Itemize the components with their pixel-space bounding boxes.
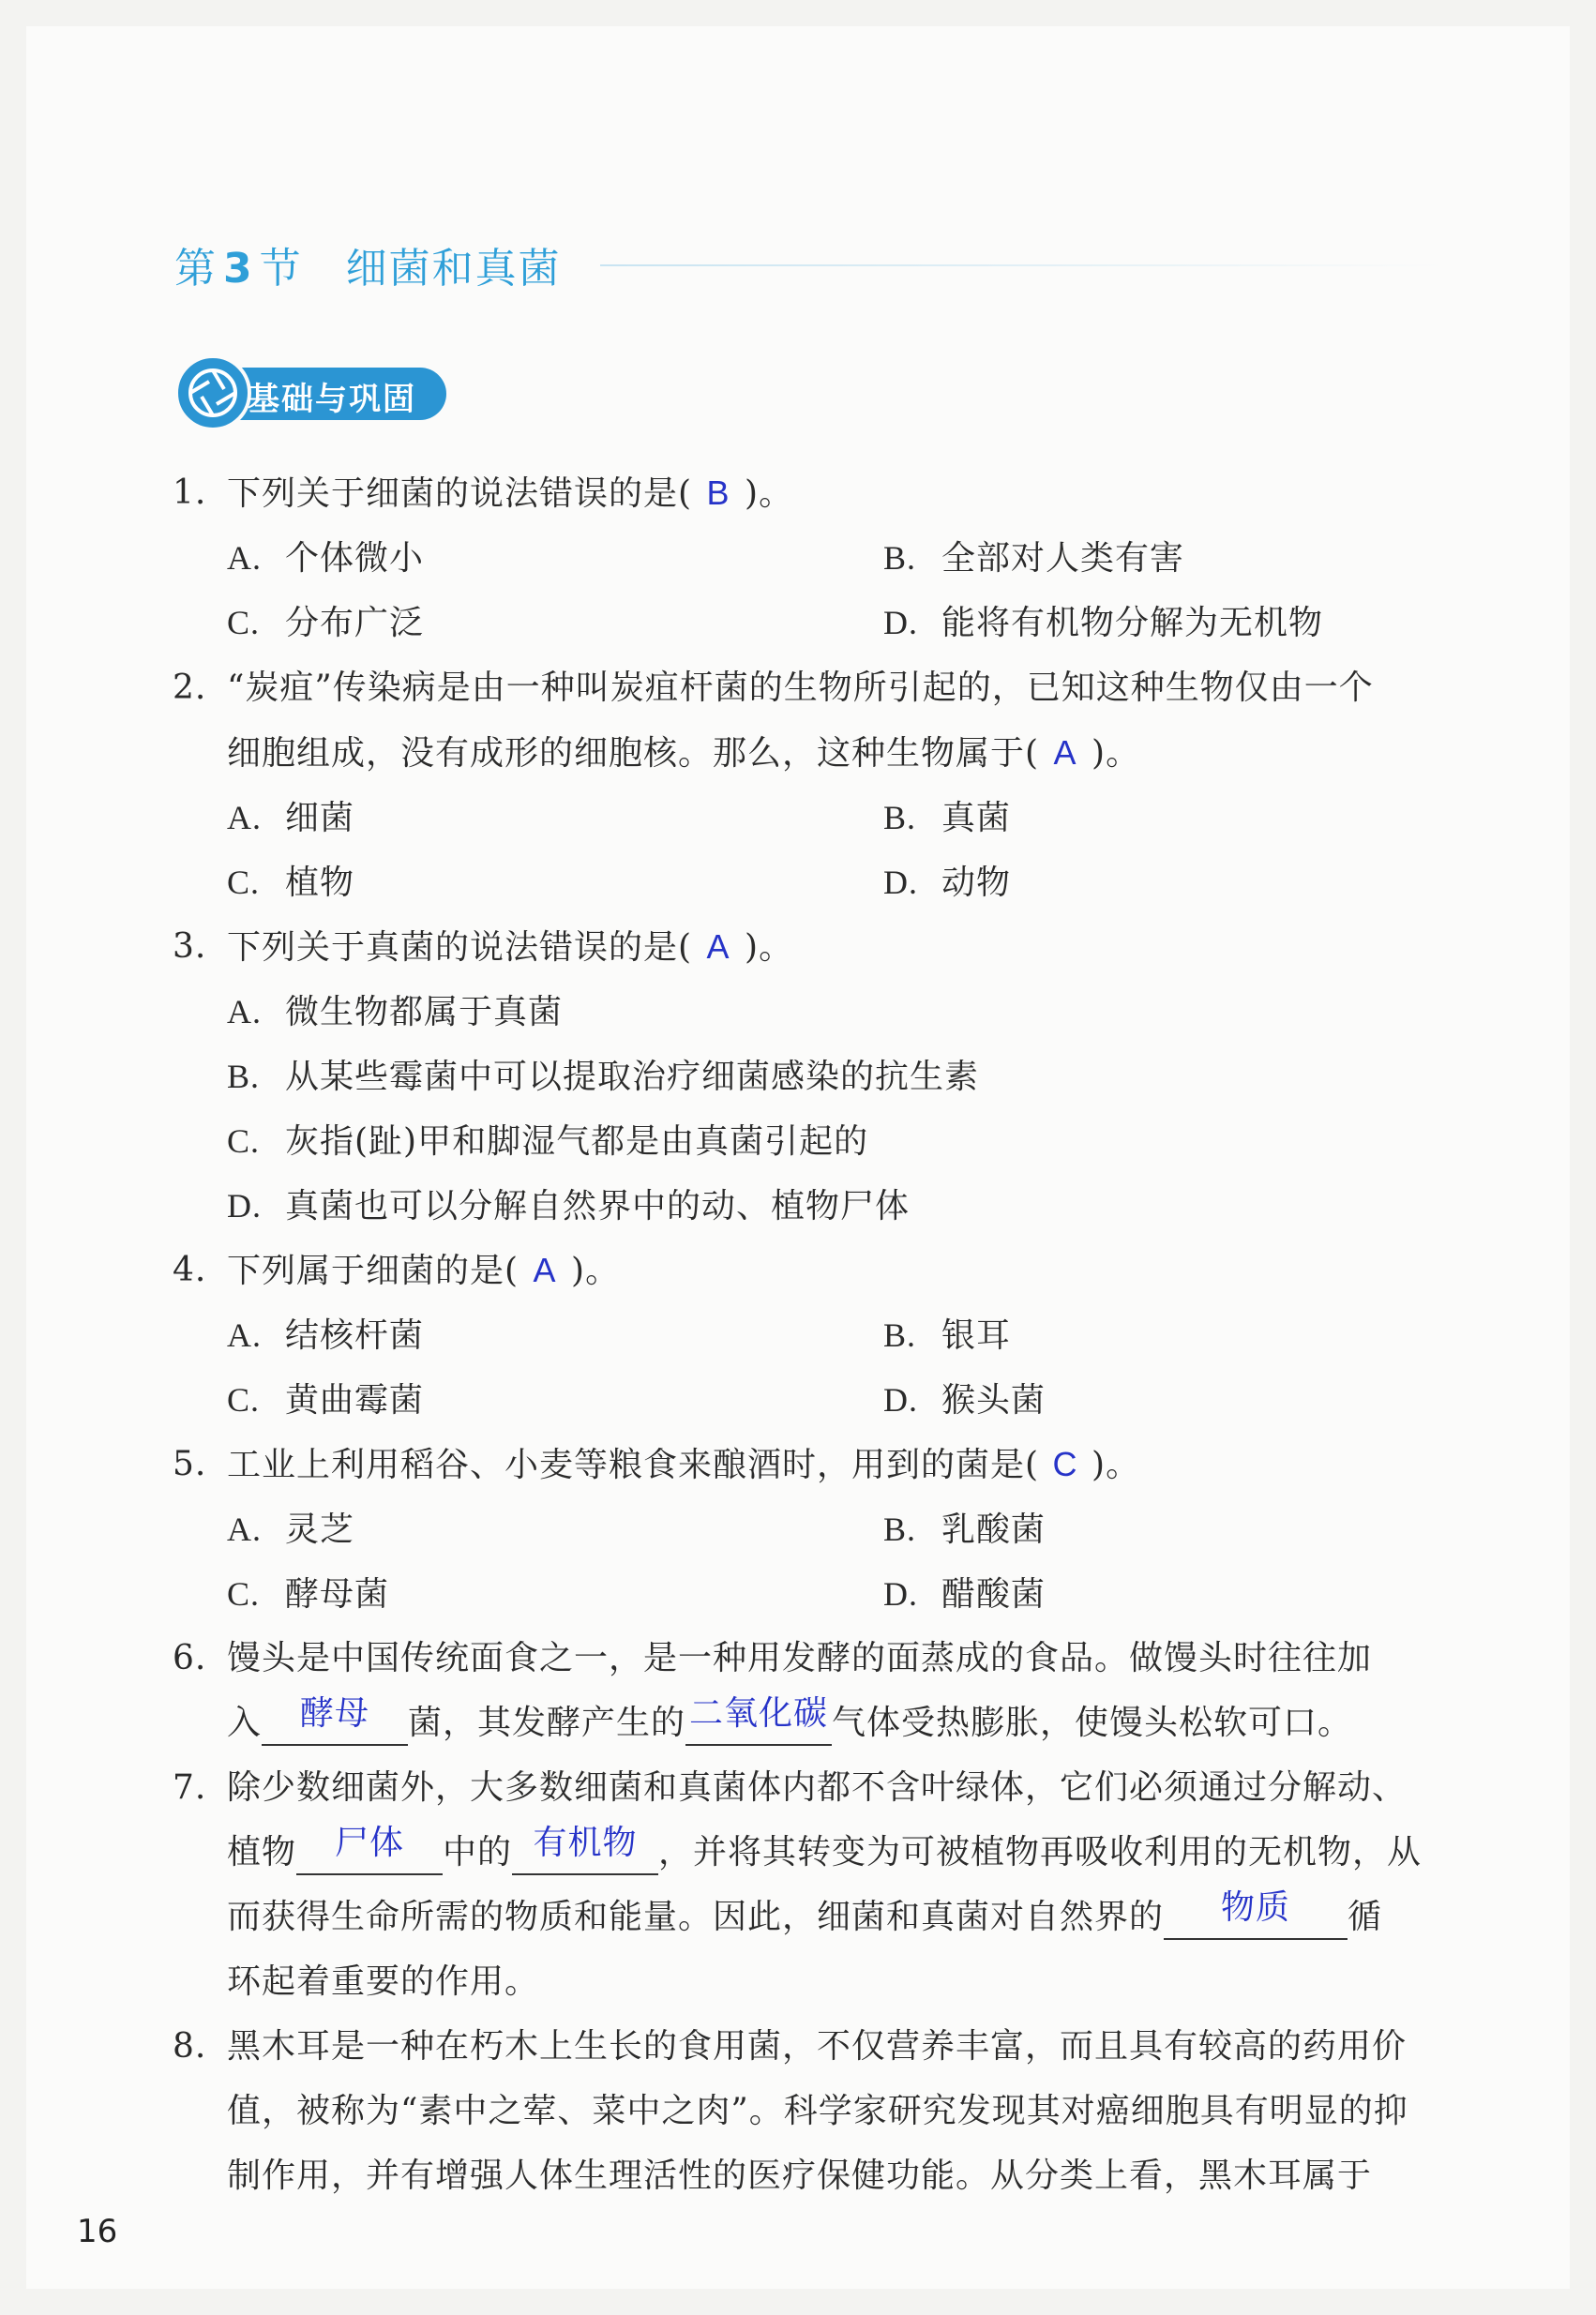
handwritten-answer: 物质 <box>1221 1888 1291 1927</box>
handwritten-answer: 尸体 <box>335 1824 405 1862</box>
option-text: 全部对人类有害 <box>941 539 1185 578</box>
option-letter: A. <box>227 1511 262 1548</box>
answer-choice: C <box>1052 1445 1078 1483</box>
option-letter: D. <box>883 1575 918 1613</box>
section-suffix: 节 <box>259 245 303 293</box>
option-letter: D. <box>883 604 918 641</box>
question-stem: 细胞组成，没有成形的细胞核。那么，这种生物属于( <box>227 734 1040 773</box>
option-text: 黄曲霉菌 <box>285 1381 425 1420</box>
question-stem: 工业上利用稻谷、小麦等粮食来酿酒时，用到的菌是( <box>227 1446 1040 1484</box>
section-prefix: 第 <box>174 245 218 293</box>
option-text: 灵芝 <box>285 1511 355 1549</box>
option-letter: D. <box>883 1381 918 1419</box>
question-stem: 黑木耳是一种在朽木上生长的食用菌，不仅营养丰富，而且具有较高的药用价 <box>227 2027 1408 2066</box>
fill-blank <box>262 1694 408 1746</box>
option-letter: B. <box>883 539 917 577</box>
question-text: ，并将其转变为可被植物再吸收利用的无机物，从 <box>658 1833 1423 1872</box>
option-text: 银耳 <box>941 1316 1012 1355</box>
option-text: 能将有机物分解为无机物 <box>941 604 1324 642</box>
question-number: 8. <box>173 2027 207 2066</box>
section-name: 细菌和真菌 <box>345 245 562 293</box>
answer-choice: A <box>533 1251 557 1289</box>
question-text: 循 <box>1348 1898 1383 1936</box>
question-stem-end: )。 <box>1092 734 1141 773</box>
question-text: 中的 <box>443 1833 513 1872</box>
option-text: 分布广泛 <box>285 604 425 642</box>
option-text: 猴头菌 <box>941 1381 1046 1420</box>
answer-choice: A <box>1053 733 1077 772</box>
option-text: 醋酸菌 <box>941 1575 1046 1614</box>
fill-blank <box>512 1824 658 1875</box>
question-text: 环起着重要的作用。 <box>227 1962 540 2001</box>
option-text: 乳酸菌 <box>941 1511 1046 1549</box>
question-number: 1. <box>173 474 207 512</box>
question-number: 2. <box>173 669 207 707</box>
option-text: 动物 <box>941 864 1012 902</box>
fill-blank <box>685 1694 832 1746</box>
option-letter: B. <box>883 799 917 836</box>
option-text: 真菌 <box>941 799 1012 837</box>
handwritten-answer: 酵母 <box>300 1694 370 1733</box>
option-letter: D. <box>883 864 918 901</box>
option-letter: B. <box>227 1058 261 1095</box>
badge-label: 基础与巩固 <box>248 381 416 418</box>
question-number: 4. <box>173 1251 207 1289</box>
question-stem-end: )。 <box>571 1252 621 1290</box>
option-text: 结核杆菌 <box>285 1316 425 1355</box>
answer-choice: A <box>706 927 730 966</box>
option-letter: C. <box>227 1122 261 1160</box>
question-number: 6. <box>173 1639 207 1677</box>
option-letter: A. <box>227 1316 262 1354</box>
question-text: 而获得生命所需的物质和能量。因此，细菌和真菌对自然界的 <box>227 1898 1165 1936</box>
page-number: 16 <box>77 2213 118 2250</box>
option-letter: B. <box>883 1316 917 1354</box>
question-text: 植物 <box>227 1833 297 1872</box>
handwritten-answer: 二氧化碳 <box>689 1694 829 1733</box>
question-text: 入 <box>227 1704 263 1742</box>
option-letter: C. <box>227 1381 261 1419</box>
question-stem: 馒头是中国传统面食之一，是一种用发酵的面蒸成的食品。做馒头时往往加 <box>227 1639 1373 1677</box>
option-text: 酵母菌 <box>285 1575 390 1614</box>
option-letter: D. <box>227 1187 262 1225</box>
option-text: 微生物都属于真菌 <box>285 993 564 1031</box>
option-text: 植物 <box>285 864 355 902</box>
question-text: 制作用，并有增强人体生理活性的医疗保健功能。从分类上看，黑木耳属于 <box>227 2157 1373 2195</box>
option-text: 真菌也可以分解自然界中的动、植物尸体 <box>285 1187 911 1225</box>
question-text: 菌，其发酵产生的 <box>408 1704 686 1742</box>
title-divider <box>600 264 1444 266</box>
option-letter: C. <box>227 864 261 901</box>
fill-blank <box>296 1824 443 1875</box>
question-number: 5. <box>173 1445 207 1483</box>
question-stem-end: )。 <box>745 474 794 513</box>
question-number: 3. <box>173 927 207 966</box>
section-number: 3 <box>223 245 254 293</box>
question-stem: 下列属于细菌的是( <box>227 1252 519 1290</box>
question-stem: 除少数细菌外，大多数细菌和真菌体内都不含叶绿体，它们必须通过分解动、 <box>227 1768 1408 1807</box>
section-badge <box>174 354 452 435</box>
question-stem: “炭疽”传染病是由一种叫炭疽杆菌的生物所引起的，已知这种生物仅由一个 <box>227 669 1374 707</box>
option-letter: C. <box>227 604 261 641</box>
option-letter: A. <box>227 539 262 577</box>
option-letter: B. <box>883 1511 917 1548</box>
option-text: 个体微小 <box>285 539 425 578</box>
option-letter: C. <box>227 1575 261 1613</box>
question-stem: 下列关于细菌的说法错误的是( <box>227 474 693 513</box>
question-number: 7. <box>173 1768 207 1807</box>
fill-blank <box>1164 1888 1348 1940</box>
option-letter: A. <box>227 993 262 1030</box>
question-text: 值，被称为“素中之荤、菜中之肉”。科学家研究发现其对癌细胞具有明显的抑 <box>227 2092 1408 2130</box>
question-stem-end: )。 <box>1092 1446 1141 1484</box>
section-title <box>174 234 562 294</box>
handwritten-answer: 有机物 <box>533 1824 638 1862</box>
question-stem-end: )。 <box>745 928 794 967</box>
option-text: 从某些霉菌中可以提取治疗细菌感染的抗生素 <box>285 1058 980 1096</box>
aperture-icon <box>174 354 251 431</box>
option-letter: A. <box>227 799 262 836</box>
answer-choice: B <box>706 474 730 512</box>
option-text: 灰指(趾)甲和脚湿气都是由真菌引起的 <box>285 1122 869 1161</box>
option-text: 细菌 <box>285 799 355 837</box>
question-text: 气体受热膨胀，使馒头松软可口。 <box>832 1704 1353 1742</box>
question-stem: 下列关于真菌的说法错误的是( <box>227 928 693 967</box>
